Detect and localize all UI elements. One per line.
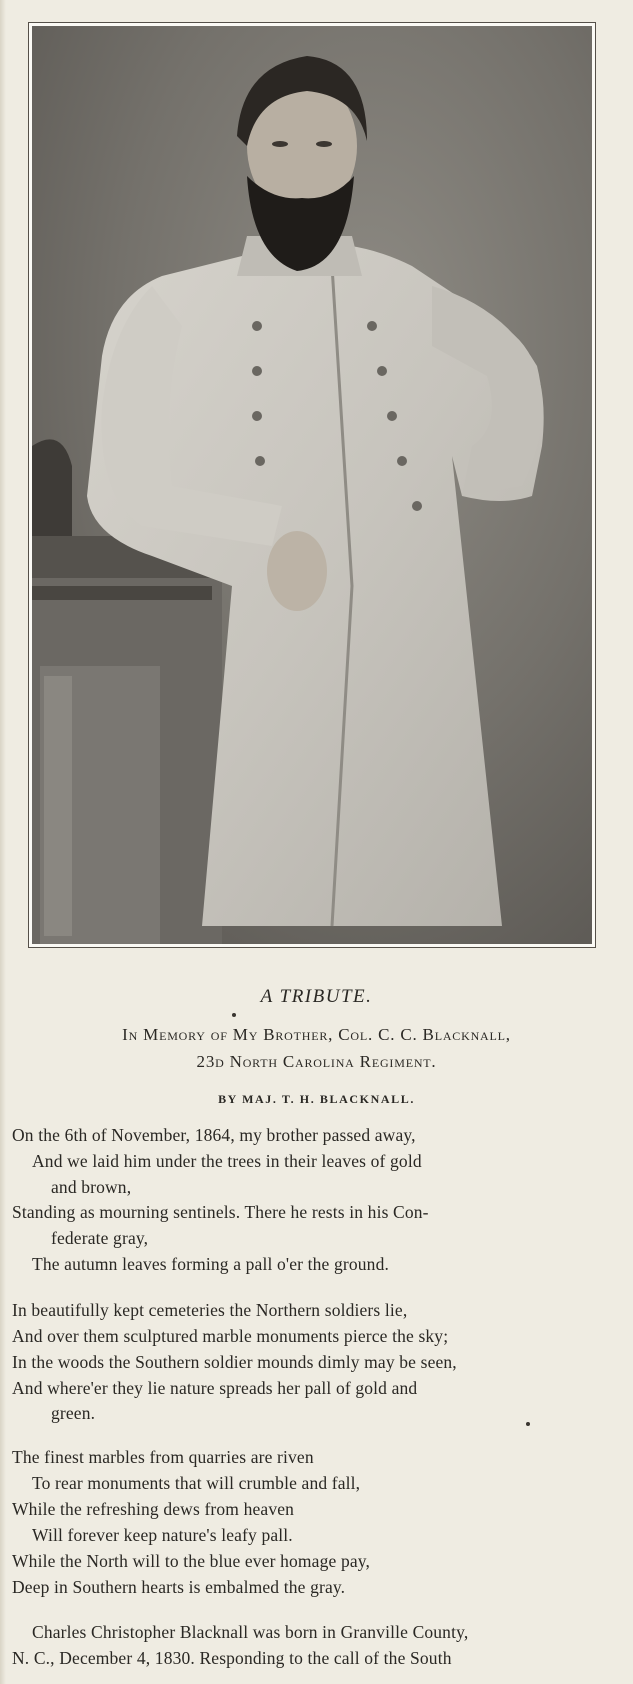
poem-line: In beautifully kept cemeteries the Northern soldiers lie, bbox=[12, 1300, 408, 1320]
poem-line: The autumn leaves forming a pall o'er the ground. bbox=[32, 1254, 389, 1274]
ornament-dot bbox=[232, 1013, 236, 1017]
article-subtitle-line2: 23d North Carolina Regiment. bbox=[196, 1052, 437, 1071]
poem-line: Standing as mourning sentinels. There he rests in his Con- bbox=[12, 1202, 429, 1222]
page-edge bbox=[0, 0, 6, 1684]
poem-line: To rear monuments that will crumble and fall, bbox=[32, 1473, 361, 1493]
poem-line: And where'er they lie nature spreads her pall of gold and bbox=[12, 1378, 418, 1398]
prose-line: Charles Christopher Blacknall was born in Granville County, bbox=[32, 1622, 469, 1642]
article-title: A TRIBUTE. bbox=[260, 986, 373, 1007]
prose-line: N. C., December 4, 1830. Responding to the call of the South bbox=[12, 1648, 452, 1668]
poem-line: On the 6th of November, 1864, my brother passed away, bbox=[12, 1125, 416, 1145]
poem-line: While the refreshing dews from heaven bbox=[12, 1499, 295, 1519]
poem-line: In the woods the Southern soldier mounds dimly may be seen, bbox=[12, 1352, 457, 1372]
officer-portrait bbox=[32, 26, 592, 944]
poem-line: green. bbox=[51, 1403, 96, 1423]
portrait-photo bbox=[28, 22, 596, 948]
poem-line: federate gray, bbox=[51, 1228, 149, 1248]
poem-line: And we laid him under the trees in their leaves of gold bbox=[32, 1151, 422, 1171]
ornament-dot bbox=[526, 1422, 530, 1426]
article-subtitle-line1: In Memory of My Brother, Col. C. C. Blacknall, bbox=[122, 1025, 511, 1044]
poem-line: Will forever keep nature's leafy pall. bbox=[32, 1525, 293, 1545]
poem-line: and brown, bbox=[51, 1177, 132, 1197]
byline: BY MAJ. T. H. BLACKNALL. bbox=[218, 1092, 415, 1106]
poem-line: The finest marbles from quarries are riven bbox=[12, 1447, 314, 1467]
poem-line: And over them sculptured marble monuments pierce the sky; bbox=[12, 1326, 449, 1346]
poem-line: Deep in Southern hearts is embalmed the gray. bbox=[12, 1577, 346, 1597]
poem-line: While the North will to the blue ever homage pay, bbox=[12, 1551, 371, 1571]
